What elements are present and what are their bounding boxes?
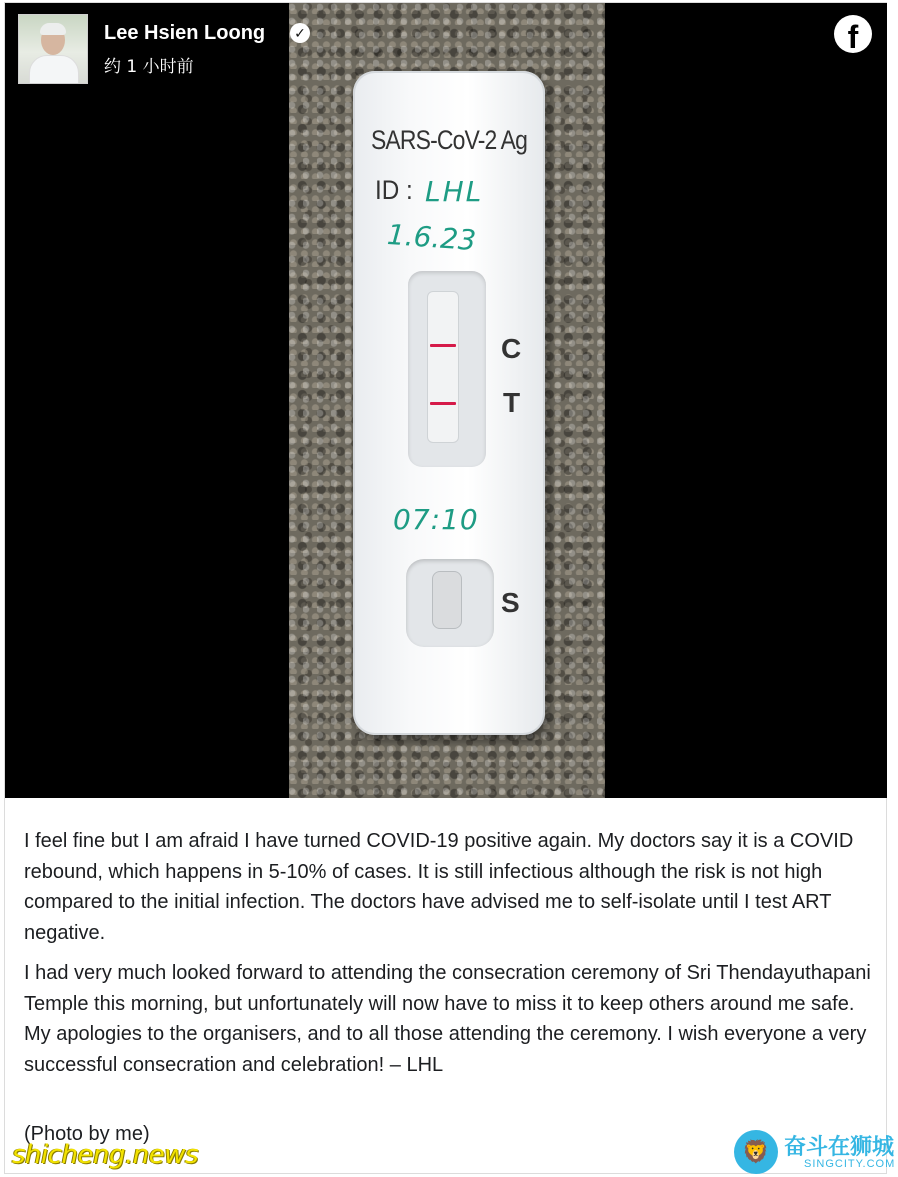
avatar[interactable] (18, 14, 88, 84)
result-window (427, 291, 459, 443)
control-letter: C (501, 333, 522, 364)
caption-paragraph-1: I feel fine but I am afraid I have turned COVID-19 positive again. My doctors say it is a COVID rebound, which happens in 5-10% of cases. It is still infectious although the risk is not high compared to the initial infection. The doctors have advised me to self-isolate until I test ART negative. (24, 830, 854, 944)
result-window-frame (408, 271, 486, 467)
handwritten-date: 1.6.23 (385, 217, 478, 258)
id-label: ID : (375, 175, 413, 205)
watermark-singcity-sub: SINGCITY.COM (804, 1158, 896, 1170)
post-timestamp[interactable]: 约 1 小时前 (104, 57, 194, 77)
test-kit-title: SARS-CoV-2 Ag (370, 125, 528, 155)
post-header (18, 14, 878, 86)
caption-paragraph-2: I had very much looked forward to attending the consecration ceremony of Sri Thendayuthapani Temple this morning, but unfortunately will now have to miss it to keep others around me safe. My apologies to the organisers, and to all those attending the ceremony. I wish everyone a very successful consecration and celebration! – LHL (24, 962, 871, 1076)
handwritten-id: LHL (425, 175, 484, 208)
control-line (430, 344, 456, 347)
post-caption (24, 826, 874, 1090)
author-name[interactable]: Lee Hsien Loong (104, 22, 266, 44)
lion-logo-icon: 🦁 (734, 1130, 778, 1174)
avatar-body (29, 55, 79, 84)
antigen-test-cassette (353, 71, 545, 735)
post-photo[interactable] (5, 3, 887, 798)
granite-background (289, 3, 605, 798)
watermark-singcity (734, 1128, 894, 1174)
photo-credit: (Photo by me) (24, 1123, 150, 1145)
handwritten-time: 07:10 (393, 503, 479, 536)
facebook-icon[interactable]: f (834, 15, 872, 53)
test-letter: T (503, 387, 521, 418)
avatar-hair (40, 23, 66, 35)
sample-letter: S (501, 587, 520, 618)
sample-well-frame (406, 559, 494, 647)
sample-well (432, 571, 462, 629)
test-line (430, 402, 456, 405)
watermark-shicheng: shicheng.news (12, 1140, 199, 1170)
verified-badge-icon: ✓ (290, 23, 310, 43)
watermark-singcity-main: 奋斗在狮城 (784, 1135, 895, 1160)
